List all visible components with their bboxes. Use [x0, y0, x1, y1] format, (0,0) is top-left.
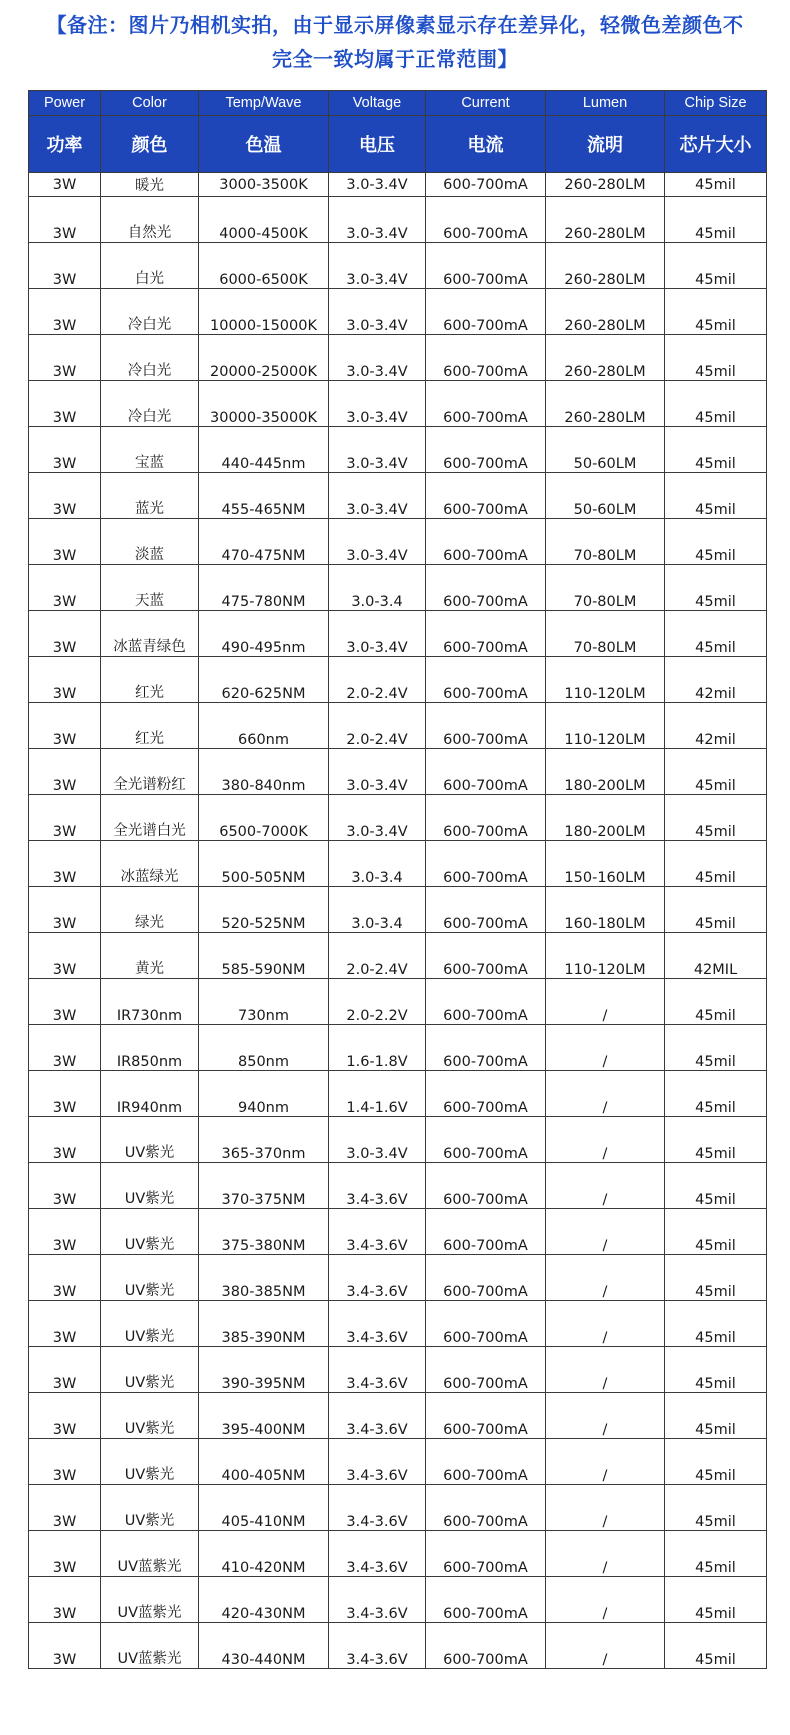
cell-power: 3W — [29, 427, 101, 473]
cell-temp-wave: 10000-15000K — [199, 289, 329, 335]
cell-temp-wave: 470-475NM — [199, 519, 329, 565]
table-row — [29, 1439, 767, 1485]
table-row — [29, 657, 767, 703]
table-row — [29, 1163, 767, 1209]
cell-power: 3W — [29, 1163, 101, 1209]
cell-color: 天蓝 — [101, 565, 199, 611]
table-row — [29, 1025, 767, 1071]
cell-temp-wave: 380-840nm — [199, 749, 329, 795]
cell-temp-wave: 660nm — [199, 703, 329, 749]
cell-chip-size: 45mil — [665, 1439, 767, 1485]
cell-power: 3W — [29, 1531, 101, 1577]
cell-current: 600-700mA — [426, 289, 546, 335]
disclaimer-note — [0, 0, 790, 82]
cell-temp-wave: 430-440NM — [199, 1623, 329, 1669]
cell-temp-wave: 730nm — [199, 979, 329, 1025]
cell-color: UV紫光 — [101, 1301, 199, 1347]
cell-color: UV紫光 — [101, 1347, 199, 1393]
cell-voltage: 3.4-3.6V — [329, 1255, 426, 1301]
table-row — [29, 197, 767, 243]
cell-color: UV紫光 — [101, 1209, 199, 1255]
cell-color: UV蓝紫光 — [101, 1577, 199, 1623]
cell-temp-wave: 370-375NM — [199, 1163, 329, 1209]
cell-current: 600-700mA — [426, 1301, 546, 1347]
table-row — [29, 1485, 767, 1531]
cell-current: 600-700mA — [426, 427, 546, 473]
cell-voltage: 3.0-3.4V — [329, 749, 426, 795]
cell-temp-wave: 440-445nm — [199, 427, 329, 473]
cell-color: UV蓝紫光 — [101, 1531, 199, 1577]
cell-lumen: / — [546, 1347, 665, 1393]
cell-current: 600-700mA — [426, 1439, 546, 1485]
table-row — [29, 565, 767, 611]
cell-power: 3W — [29, 703, 101, 749]
table-row — [29, 335, 767, 381]
cell-lumen: / — [546, 1071, 665, 1117]
cell-power: 3W — [29, 887, 101, 933]
cell-voltage: 3.0-3.4V — [329, 243, 426, 289]
cell-color: 白光 — [101, 243, 199, 289]
cell-chip-size: 45mil — [665, 473, 767, 519]
cell-power: 3W — [29, 1301, 101, 1347]
table-row — [29, 381, 767, 427]
cell-chip-size: 42mil — [665, 703, 767, 749]
cell-power: 3W — [29, 1071, 101, 1117]
cell-chip-size: 45mil — [665, 979, 767, 1025]
cell-current: 600-700mA — [426, 197, 546, 243]
table-row — [29, 887, 767, 933]
cell-chip-size: 45mil — [665, 565, 767, 611]
table-row — [29, 473, 767, 519]
cell-temp-wave: 6000-6500K — [199, 243, 329, 289]
cell-voltage: 3.4-3.6V — [329, 1623, 426, 1669]
cell-temp-wave: 410-420NM — [199, 1531, 329, 1577]
cell-temp-wave: 6500-7000K — [199, 795, 329, 841]
cell-chip-size: 45mil — [665, 1393, 767, 1439]
table-row — [29, 1577, 767, 1623]
cell-chip-size: 45mil — [665, 1025, 767, 1071]
cell-chip-size: 45mil — [665, 1255, 767, 1301]
cell-temp-wave: 620-625NM — [199, 657, 329, 703]
cell-lumen: 110-120LM — [546, 703, 665, 749]
cell-voltage: 3.0-3.4V — [329, 1117, 426, 1163]
cell-chip-size: 45mil — [665, 1531, 767, 1577]
cell-lumen: 180-200LM — [546, 795, 665, 841]
cell-color: IR730nm — [101, 979, 199, 1025]
header-power-en: Power — [29, 91, 101, 116]
cell-color: 全光谱粉红 — [101, 749, 199, 795]
table-row — [29, 1347, 767, 1393]
cell-color: 红光 — [101, 657, 199, 703]
cell-voltage: 3.4-3.6V — [329, 1485, 426, 1531]
table-row — [29, 1209, 767, 1255]
cell-chip-size: 42MIL — [665, 933, 767, 979]
cell-current: 600-700mA — [426, 1485, 546, 1531]
cell-power: 3W — [29, 749, 101, 795]
cell-current: 600-700mA — [426, 335, 546, 381]
table-row — [29, 173, 767, 197]
cell-chip-size: 45mil — [665, 887, 767, 933]
cell-voltage: 3.4-3.6V — [329, 1393, 426, 1439]
cell-current: 600-700mA — [426, 1163, 546, 1209]
cell-power: 3W — [29, 1393, 101, 1439]
cell-current: 600-700mA — [426, 749, 546, 795]
cell-color: UV紫光 — [101, 1439, 199, 1485]
cell-lumen: 150-160LM — [546, 841, 665, 887]
cell-chip-size: 45mil — [665, 1485, 767, 1531]
cell-color: IR940nm — [101, 1071, 199, 1117]
cell-temp-wave: 30000-35000K — [199, 381, 329, 427]
cell-chip-size: 45mil — [665, 1209, 767, 1255]
cell-power: 3W — [29, 1025, 101, 1071]
cell-lumen: / — [546, 1163, 665, 1209]
cell-chip-size: 45mil — [665, 1301, 767, 1347]
table-row — [29, 795, 767, 841]
cell-voltage: 2.0-2.2V — [329, 979, 426, 1025]
cell-current: 600-700mA — [426, 565, 546, 611]
cell-power: 3W — [29, 173, 101, 197]
table-row — [29, 289, 767, 335]
cell-current: 600-700mA — [426, 1071, 546, 1117]
cell-voltage: 3.4-3.6V — [329, 1163, 426, 1209]
cell-current: 600-700mA — [426, 1117, 546, 1163]
header-voltage-cn: 电压 — [329, 116, 426, 173]
cell-voltage: 3.4-3.6V — [329, 1347, 426, 1393]
table-row — [29, 427, 767, 473]
cell-voltage: 3.0-3.4 — [329, 887, 426, 933]
cell-voltage: 3.0-3.4V — [329, 335, 426, 381]
cell-current: 600-700mA — [426, 1209, 546, 1255]
cell-voltage: 3.0-3.4V — [329, 795, 426, 841]
cell-current: 600-700mA — [426, 841, 546, 887]
table-row — [29, 1117, 767, 1163]
cell-chip-size: 45mil — [665, 381, 767, 427]
cell-voltage: 3.0-3.4V — [329, 173, 426, 197]
cell-lumen: / — [546, 1301, 665, 1347]
cell-current: 600-700mA — [426, 1531, 546, 1577]
cell-current: 600-700mA — [426, 1393, 546, 1439]
cell-voltage: 3.4-3.6V — [329, 1531, 426, 1577]
cell-chip-size: 45mil — [665, 289, 767, 335]
cell-lumen: 260-280LM — [546, 335, 665, 381]
cell-chip-size: 45mil — [665, 749, 767, 795]
cell-lumen: 50-60LM — [546, 473, 665, 519]
cell-current: 600-700mA — [426, 173, 546, 197]
cell-power: 3W — [29, 979, 101, 1025]
cell-current: 600-700mA — [426, 473, 546, 519]
cell-current: 600-700mA — [426, 611, 546, 657]
table-row — [29, 1531, 767, 1577]
cell-lumen: / — [546, 979, 665, 1025]
cell-temp-wave: 420-430NM — [199, 1577, 329, 1623]
table-body — [29, 173, 767, 1669]
table-row — [29, 749, 767, 795]
cell-temp-wave: 385-390NM — [199, 1301, 329, 1347]
cell-chip-size: 45mil — [665, 1071, 767, 1117]
cell-lumen: 50-60LM — [546, 427, 665, 473]
header-power-cn: 功率 — [29, 116, 101, 173]
table-row — [29, 519, 767, 565]
cell-color: 冰蓝绿光 — [101, 841, 199, 887]
table-row — [29, 1255, 767, 1301]
cell-current: 600-700mA — [426, 657, 546, 703]
cell-current: 600-700mA — [426, 933, 546, 979]
cell-power: 3W — [29, 1485, 101, 1531]
cell-color: 冷白光 — [101, 289, 199, 335]
cell-voltage: 3.0-3.4V — [329, 519, 426, 565]
cell-color: 蓝光 — [101, 473, 199, 519]
cell-current: 600-700mA — [426, 1025, 546, 1071]
cell-color: 绿光 — [101, 887, 199, 933]
cell-power: 3W — [29, 565, 101, 611]
cell-color: 黄光 — [101, 933, 199, 979]
cell-current: 600-700mA — [426, 381, 546, 427]
cell-color: IR850nm — [101, 1025, 199, 1071]
cell-lumen: 180-200LM — [546, 749, 665, 795]
cell-temp-wave: 395-400NM — [199, 1393, 329, 1439]
cell-current: 600-700mA — [426, 703, 546, 749]
cell-temp-wave: 490-495nm — [199, 611, 329, 657]
header-chip-size-en: Chip Size — [665, 91, 767, 116]
cell-lumen: 70-80LM — [546, 565, 665, 611]
cell-chip-size: 45mil — [665, 1163, 767, 1209]
cell-voltage: 2.0-2.4V — [329, 657, 426, 703]
cell-power: 3W — [29, 657, 101, 703]
header-lumen-cn: 流明 — [546, 116, 665, 173]
cell-temp-wave: 400-405NM — [199, 1439, 329, 1485]
cell-voltage: 3.4-3.6V — [329, 1209, 426, 1255]
cell-power: 3W — [29, 1623, 101, 1669]
cell-power: 3W — [29, 1347, 101, 1393]
cell-lumen: / — [546, 1393, 665, 1439]
cell-temp-wave: 850nm — [199, 1025, 329, 1071]
cell-voltage: 3.0-3.4V — [329, 611, 426, 657]
cell-voltage: 3.0-3.4V — [329, 473, 426, 519]
cell-power: 3W — [29, 197, 101, 243]
header-temp-cn: 色温 — [199, 116, 329, 173]
cell-lumen: / — [546, 1025, 665, 1071]
cell-chip-size: 45mil — [665, 197, 767, 243]
table-row — [29, 933, 767, 979]
cell-voltage: 3.0-3.4 — [329, 565, 426, 611]
cell-temp-wave: 3000-3500K — [199, 173, 329, 197]
table-row — [29, 979, 767, 1025]
cell-lumen: 70-80LM — [546, 519, 665, 565]
cell-temp-wave: 20000-25000K — [199, 335, 329, 381]
cell-color: UV蓝紫光 — [101, 1623, 199, 1669]
header-row-chinese — [29, 116, 767, 173]
cell-temp-wave: 475-780NM — [199, 565, 329, 611]
cell-color: 冰蓝青绿色 — [101, 611, 199, 657]
cell-chip-size: 45mil — [665, 335, 767, 381]
cell-current: 600-700mA — [426, 1623, 546, 1669]
cell-chip-size: 45mil — [665, 611, 767, 657]
cell-power: 3W — [29, 1439, 101, 1485]
cell-color: 红光 — [101, 703, 199, 749]
cell-chip-size: 45mil — [665, 1623, 767, 1669]
cell-color: 淡蓝 — [101, 519, 199, 565]
header-current-en: Current — [426, 91, 546, 116]
led-spec-table — [28, 90, 767, 1669]
cell-current: 600-700mA — [426, 243, 546, 289]
cell-temp-wave: 365-370nm — [199, 1117, 329, 1163]
table-row — [29, 1393, 767, 1439]
cell-voltage: 2.0-2.4V — [329, 933, 426, 979]
cell-power: 3W — [29, 519, 101, 565]
cell-voltage: 3.4-3.6V — [329, 1577, 426, 1623]
table-row — [29, 611, 767, 657]
cell-power: 3W — [29, 335, 101, 381]
cell-chip-size: 45mil — [665, 1577, 767, 1623]
cell-power: 3W — [29, 841, 101, 887]
cell-temp-wave: 500-505NM — [199, 841, 329, 887]
cell-lumen: 70-80LM — [546, 611, 665, 657]
cell-current: 600-700mA — [426, 979, 546, 1025]
cell-voltage: 3.0-3.4V — [329, 197, 426, 243]
cell-current: 600-700mA — [426, 795, 546, 841]
cell-color: UV紫光 — [101, 1255, 199, 1301]
cell-chip-size: 45mil — [665, 841, 767, 887]
cell-chip-size: 45mil — [665, 795, 767, 841]
cell-power: 3W — [29, 1209, 101, 1255]
cell-power: 3W — [29, 289, 101, 335]
table-row — [29, 1623, 767, 1669]
cell-lumen: / — [546, 1439, 665, 1485]
cell-color: 宝蓝 — [101, 427, 199, 473]
cell-temp-wave: 520-525NM — [199, 887, 329, 933]
cell-color: 自然光 — [101, 197, 199, 243]
cell-current: 600-700mA — [426, 1577, 546, 1623]
cell-lumen: / — [546, 1117, 665, 1163]
cell-lumen: 110-120LM — [546, 657, 665, 703]
header-row-english — [29, 91, 767, 116]
cell-lumen: / — [546, 1209, 665, 1255]
cell-voltage: 3.4-3.6V — [329, 1439, 426, 1485]
cell-voltage: 1.6-1.8V — [329, 1025, 426, 1071]
cell-color: 全光谱白光 — [101, 795, 199, 841]
cell-chip-size: 45mil — [665, 1117, 767, 1163]
cell-chip-size: 45mil — [665, 519, 767, 565]
cell-temp-wave: 585-590NM — [199, 933, 329, 979]
header-color-en: Color — [101, 91, 199, 116]
cell-current: 600-700mA — [426, 1255, 546, 1301]
cell-current: 600-700mA — [426, 1347, 546, 1393]
cell-power: 3W — [29, 933, 101, 979]
cell-current: 600-700mA — [426, 887, 546, 933]
cell-temp-wave: 390-395NM — [199, 1347, 329, 1393]
table-row — [29, 841, 767, 887]
cell-color: 暖光 — [101, 173, 199, 197]
cell-lumen: / — [546, 1531, 665, 1577]
cell-lumen: 260-280LM — [546, 197, 665, 243]
cell-lumen: 260-280LM — [546, 289, 665, 335]
note-line-2: 完全一致均属于正常范围】 — [272, 47, 518, 71]
cell-lumen: / — [546, 1255, 665, 1301]
cell-power: 3W — [29, 1255, 101, 1301]
table-row — [29, 703, 767, 749]
cell-temp-wave: 380-385NM — [199, 1255, 329, 1301]
cell-temp-wave: 455-465NM — [199, 473, 329, 519]
note-line-1: 【备注：图片乃相机实拍，由于显示屏像素显示存在差异化，轻微色差颜色不 — [46, 13, 744, 37]
cell-color: UV紫光 — [101, 1485, 199, 1531]
cell-color: 冷白光 — [101, 381, 199, 427]
cell-power: 3W — [29, 473, 101, 519]
cell-temp-wave: 375-380NM — [199, 1209, 329, 1255]
cell-power: 3W — [29, 243, 101, 289]
cell-color: 冷白光 — [101, 335, 199, 381]
cell-voltage: 3.0-3.4V — [329, 427, 426, 473]
cell-lumen: / — [546, 1485, 665, 1531]
cell-voltage: 3.4-3.6V — [329, 1301, 426, 1347]
cell-power: 3W — [29, 381, 101, 427]
table-row — [29, 1071, 767, 1117]
header-voltage-en: Voltage — [329, 91, 426, 116]
cell-color: UV紫光 — [101, 1163, 199, 1209]
cell-current: 600-700mA — [426, 519, 546, 565]
cell-voltage: 3.0-3.4V — [329, 381, 426, 427]
cell-power: 3W — [29, 795, 101, 841]
cell-chip-size: 45mil — [665, 243, 767, 289]
cell-chip-size: 45mil — [665, 427, 767, 473]
cell-temp-wave: 940nm — [199, 1071, 329, 1117]
header-temp-wave-en: Temp/Wave — [199, 91, 329, 116]
cell-power: 3W — [29, 611, 101, 657]
header-current-cn: 电流 — [426, 116, 546, 173]
cell-voltage: 3.0-3.4V — [329, 289, 426, 335]
cell-lumen: 160-180LM — [546, 887, 665, 933]
cell-lumen: 260-280LM — [546, 381, 665, 427]
cell-lumen: / — [546, 1577, 665, 1623]
table-row — [29, 243, 767, 289]
cell-chip-size: 45mil — [665, 1347, 767, 1393]
cell-lumen: 260-280LM — [546, 243, 665, 289]
cell-chip-size: 45mil — [665, 173, 767, 197]
cell-power: 3W — [29, 1117, 101, 1163]
cell-color: UV紫光 — [101, 1117, 199, 1163]
header-color-cn: 颜色 — [101, 116, 199, 173]
cell-temp-wave: 4000-4500K — [199, 197, 329, 243]
cell-voltage: 2.0-2.4V — [329, 703, 426, 749]
cell-color: UV紫光 — [101, 1393, 199, 1439]
cell-voltage: 3.0-3.4 — [329, 841, 426, 887]
header-chip-size-cn: 芯片大小 — [665, 116, 767, 173]
cell-power: 3W — [29, 1577, 101, 1623]
header-lumen-en: Lumen — [546, 91, 665, 116]
table-row — [29, 1301, 767, 1347]
cell-lumen: 110-120LM — [546, 933, 665, 979]
cell-lumen: / — [546, 1623, 665, 1669]
cell-chip-size: 42mil — [665, 657, 767, 703]
cell-voltage: 1.4-1.6V — [329, 1071, 426, 1117]
cell-lumen: 260-280LM — [546, 173, 665, 197]
cell-temp-wave: 405-410NM — [199, 1485, 329, 1531]
